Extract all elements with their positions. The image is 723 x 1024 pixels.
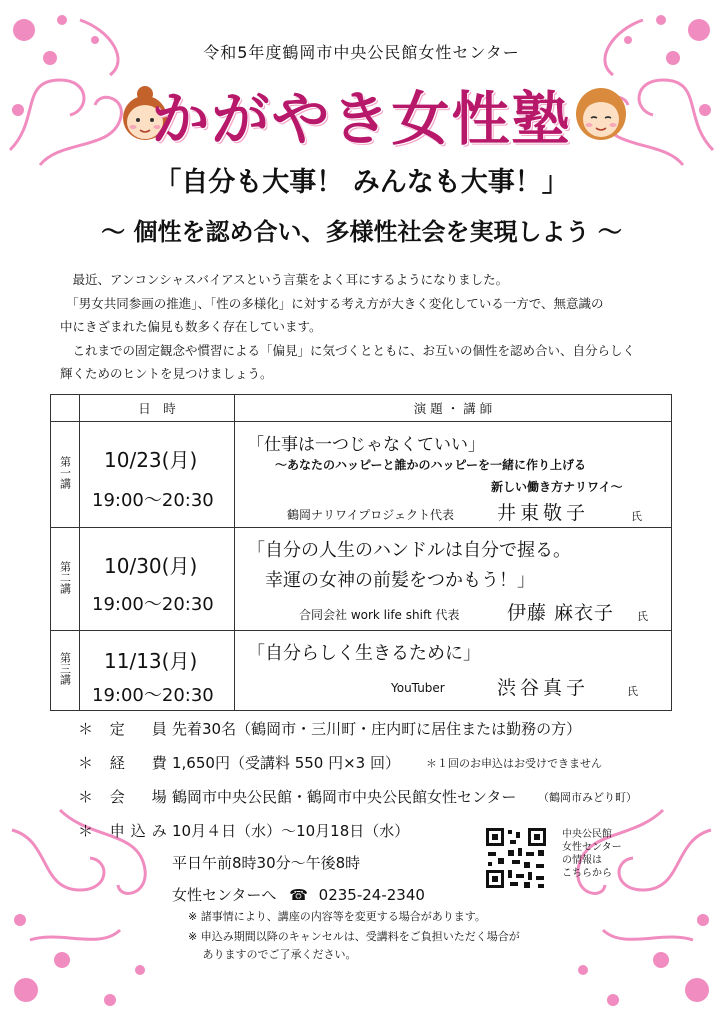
qr-caption-line: 中央公民館 [562, 829, 612, 840]
lecture-datetime [80, 528, 235, 631]
intro-line: 最近、アンコンシャスバイアスという言葉をよく耳にするようになりました。 [60, 272, 509, 287]
apply-period: 10月４日（水）～10月18日（水） [172, 822, 410, 840]
speaker-honorific: 氏 [637, 610, 648, 623]
lecture-number-text: 第三講 [58, 652, 72, 685]
phone-number[interactable]: 0235-24-2340 [318, 886, 425, 904]
lecture-number [51, 528, 80, 631]
speaker-name: 渋谷真子 [497, 677, 590, 699]
table-header-row [51, 395, 672, 422]
apply-to: 女性センターへ [172, 886, 277, 904]
lecture-title: 「自分の人生のハンドルは自分で握る。 [247, 540, 571, 561]
lecture-title: 幸運の女神の前髪をつかもう！」 [247, 570, 535, 591]
header-date: 日 時 [80, 395, 235, 422]
speaker-honorific: 氏 [631, 510, 642, 523]
table-row [51, 631, 672, 711]
intro-line: 輝くためのヒントを見つけましょう。 [60, 366, 273, 381]
lecture-time: 19:00～20:30 [92, 594, 214, 615]
lecture-topic [235, 631, 672, 711]
table-row [51, 528, 672, 631]
lecture-datetime [80, 631, 235, 711]
venue-value: 鶴岡市中央公民館・鶴岡市中央公民館女性センター [172, 788, 517, 806]
header-topic: 演 題 ・ 講 師 [235, 395, 672, 422]
capacity-value: 先着30名（鶴岡市・三川町・庄内町に居住または勤務の方） [172, 720, 582, 738]
lecture-subtitle: ～あなたのハッピーと誰かのハッピーを一緒に作り上げる [275, 458, 587, 472]
note-line: ※ 申込み期間以降のキャンセルは、受講料をご負担いただく場合が [188, 930, 520, 943]
lecture-subtitle: 新しい働き方ナリワイ～ [491, 480, 623, 494]
speaker-name: 伊藤 麻衣子 [507, 602, 615, 624]
lecture-topic [235, 528, 672, 631]
lecture-time: 19:00～20:30 [92, 685, 214, 706]
lecture-number [51, 422, 80, 528]
lecture-number [51, 631, 80, 711]
header-empty-cell [51, 395, 80, 422]
fee-label: ＊ 経 費 [78, 754, 173, 772]
qr-caption [562, 828, 622, 880]
qr-caption-line: こちらから [562, 868, 612, 879]
speaker-affiliation: 鶴岡ナリワイプロジェクト代表 [287, 508, 455, 522]
qr-caption-line: の情報は [562, 855, 602, 866]
organizer-name: 令和5年度鶴岡市中央公民館女性センター [203, 43, 520, 62]
page-title: かがやき女性塾 [151, 85, 572, 153]
lecture-date: 10/30(月) [104, 554, 198, 578]
lecture-datetime [80, 422, 235, 528]
lecture-topic [235, 422, 672, 528]
intro-text [60, 268, 660, 386]
lecture-date: 10/23(月) [104, 448, 198, 472]
note-line: ※ 諸事情により、講座の内容等を変更する場合があります。 [188, 910, 486, 923]
lecture-date: 11/13(月) [104, 649, 198, 673]
speaker-affiliation: YouTuber [391, 681, 445, 695]
qr-caption-line: 女性センター [562, 842, 622, 853]
speaker-name: 井東敬子 [497, 502, 590, 524]
fee-value: 1,650円（受講料 550 円×3 回） [172, 754, 400, 772]
intro-line: 中にきざまれた偏見も数多く存在しています。 [60, 319, 322, 334]
intro-line: これまでの固定観念や慣習による「偏見」に気づくとともに、お互いの個性を認め合い、自分らしく [60, 342, 636, 358]
apply-contact [172, 884, 425, 905]
qr-code[interactable] [484, 826, 548, 890]
capacity-label: ＊ 定 員 [78, 720, 173, 738]
lecture-number-text: 第一講 [58, 456, 72, 489]
venue-note: （鶴岡市みどり町） [538, 791, 637, 804]
venue-label: ＊ 会 場 [78, 788, 173, 806]
slogan: 「自分も大事！ みんなも大事！」 [154, 167, 569, 198]
table-row [51, 422, 672, 528]
phone-icon: ☎ [289, 886, 308, 904]
subtitle: ～ 個性を認め合い、多様性社会を実現しよう ～ [101, 218, 622, 246]
intro-line: 「男女共同参画の推進」、「性の多様化」に対する考え方が大きく変化している一方で、無意識の [60, 295, 604, 311]
apply-label: ＊ 申込み [78, 822, 173, 840]
speaker-affiliation: 合同会社 work life shift 代表 [299, 608, 460, 622]
speaker-honorific: 氏 [627, 685, 638, 698]
lecture-time: 19:00～20:30 [92, 490, 214, 511]
note-line: ありますのでご了承ください。 [188, 948, 357, 961]
fee-note: ＊１回のお申込はお受けできません [426, 757, 602, 770]
schedule-table [50, 394, 672, 711]
lecture-title: 「仕事は一つじゃなくていい」 [247, 435, 485, 455]
apply-hours: 平日午前8時30分～午後8時 [172, 854, 361, 872]
lecture-number-text: 第二講 [58, 560, 72, 594]
lecture-title: 「自分らしく生きるために」 [247, 643, 481, 664]
